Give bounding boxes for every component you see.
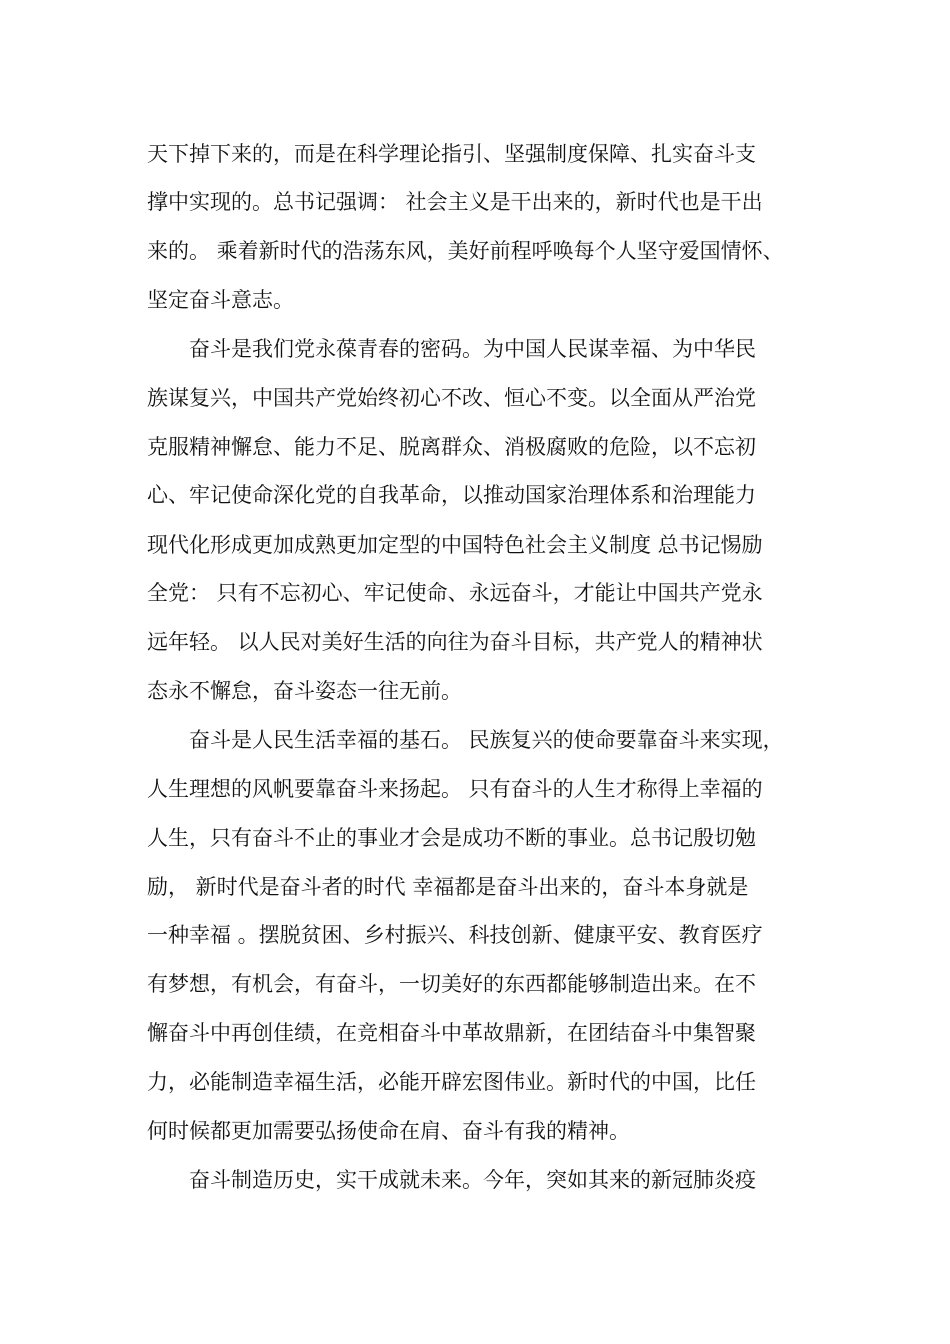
text-line: 人生，只有奋斗不止的事业才会是成功不断的事业。总书记殷切勉 (147, 826, 756, 850)
text-line: 人生理想的风帆要靠奋斗来扬起。 只有奋斗的人生才称得上幸福的 (147, 777, 763, 801)
text-line: 现代化形成更加成熟更加定型的中国特色社会主义制度 总书记惕励 (147, 533, 763, 557)
text-line: 何时候都更加需要弘扬使命在肩、奋斗有我的精神。 (147, 1119, 630, 1143)
paragraph-first-line: 奋斗制造历史，实干成就未来。今年，突如其来的新冠肺炎疫 (189, 1168, 756, 1192)
text-line: 心、牢记使命深化党的自我革命，以推动国家治理体系和治理能力 (147, 483, 756, 507)
text-line: 懈奋斗中再创佳绩，在竞相奋斗中革故鼎新，在团结奋斗中集智聚 (147, 1021, 756, 1045)
text-line: 坚定奋斗意志。 (147, 288, 294, 312)
text-line: 有梦想，有机会，有奋斗，一切美好的东西都能够制造出来。在不 (147, 972, 756, 996)
paragraph-first-line: 奋斗是我们党永葆青春的密码。为中国人民谋幸福、为中华民 (189, 337, 756, 361)
text-line: 远年轻。 以人民对美好生活的向往为奋斗目标，共产党人的精神状 (147, 630, 763, 654)
text-line: 撑中实现的。总书记强调： 社会主义是干出来的，新时代也是干出 (147, 190, 763, 214)
text-line: 全党： 只有不忘初心、牢记使命、永远奋斗，才能让中国共产党永 (147, 581, 763, 605)
paragraph-first-line: 奋斗是人民生活幸福的基石。 民族复兴的使命要靠奋斗来实现， (189, 728, 784, 752)
text-line: 励， 新时代是奋斗者的时代 幸福都是奋斗出来的，奋斗本身就是 (147, 875, 749, 899)
text-line: 态永不懈怠，奋斗姿态一往无前。 (147, 679, 462, 703)
text-line: 克服精神懈怠、能力不足、脱离群众、消极腐败的危险，以不忘初 (147, 435, 756, 459)
text-line: 一种幸福 。摆脱贫困、乡村振兴、科技创新、健康平安、教育医疗 (147, 923, 763, 947)
text-line: 来的。 乘着新时代的浩荡东风，美好前程呼唤每个人坚守爱国情怀、 (147, 239, 784, 263)
text-line: 天下掉下来的，而是在科学理论指引、坚强制度保障、扎实奋斗支 (147, 142, 756, 166)
text-line: 力，必能制造幸福生活，必能开辟宏图伟业。新时代的中国，比任 (147, 1070, 756, 1094)
text-line: 族谋复兴，中国共产党始终初心不改、恒心不变。以全面从严治党 (147, 386, 756, 410)
